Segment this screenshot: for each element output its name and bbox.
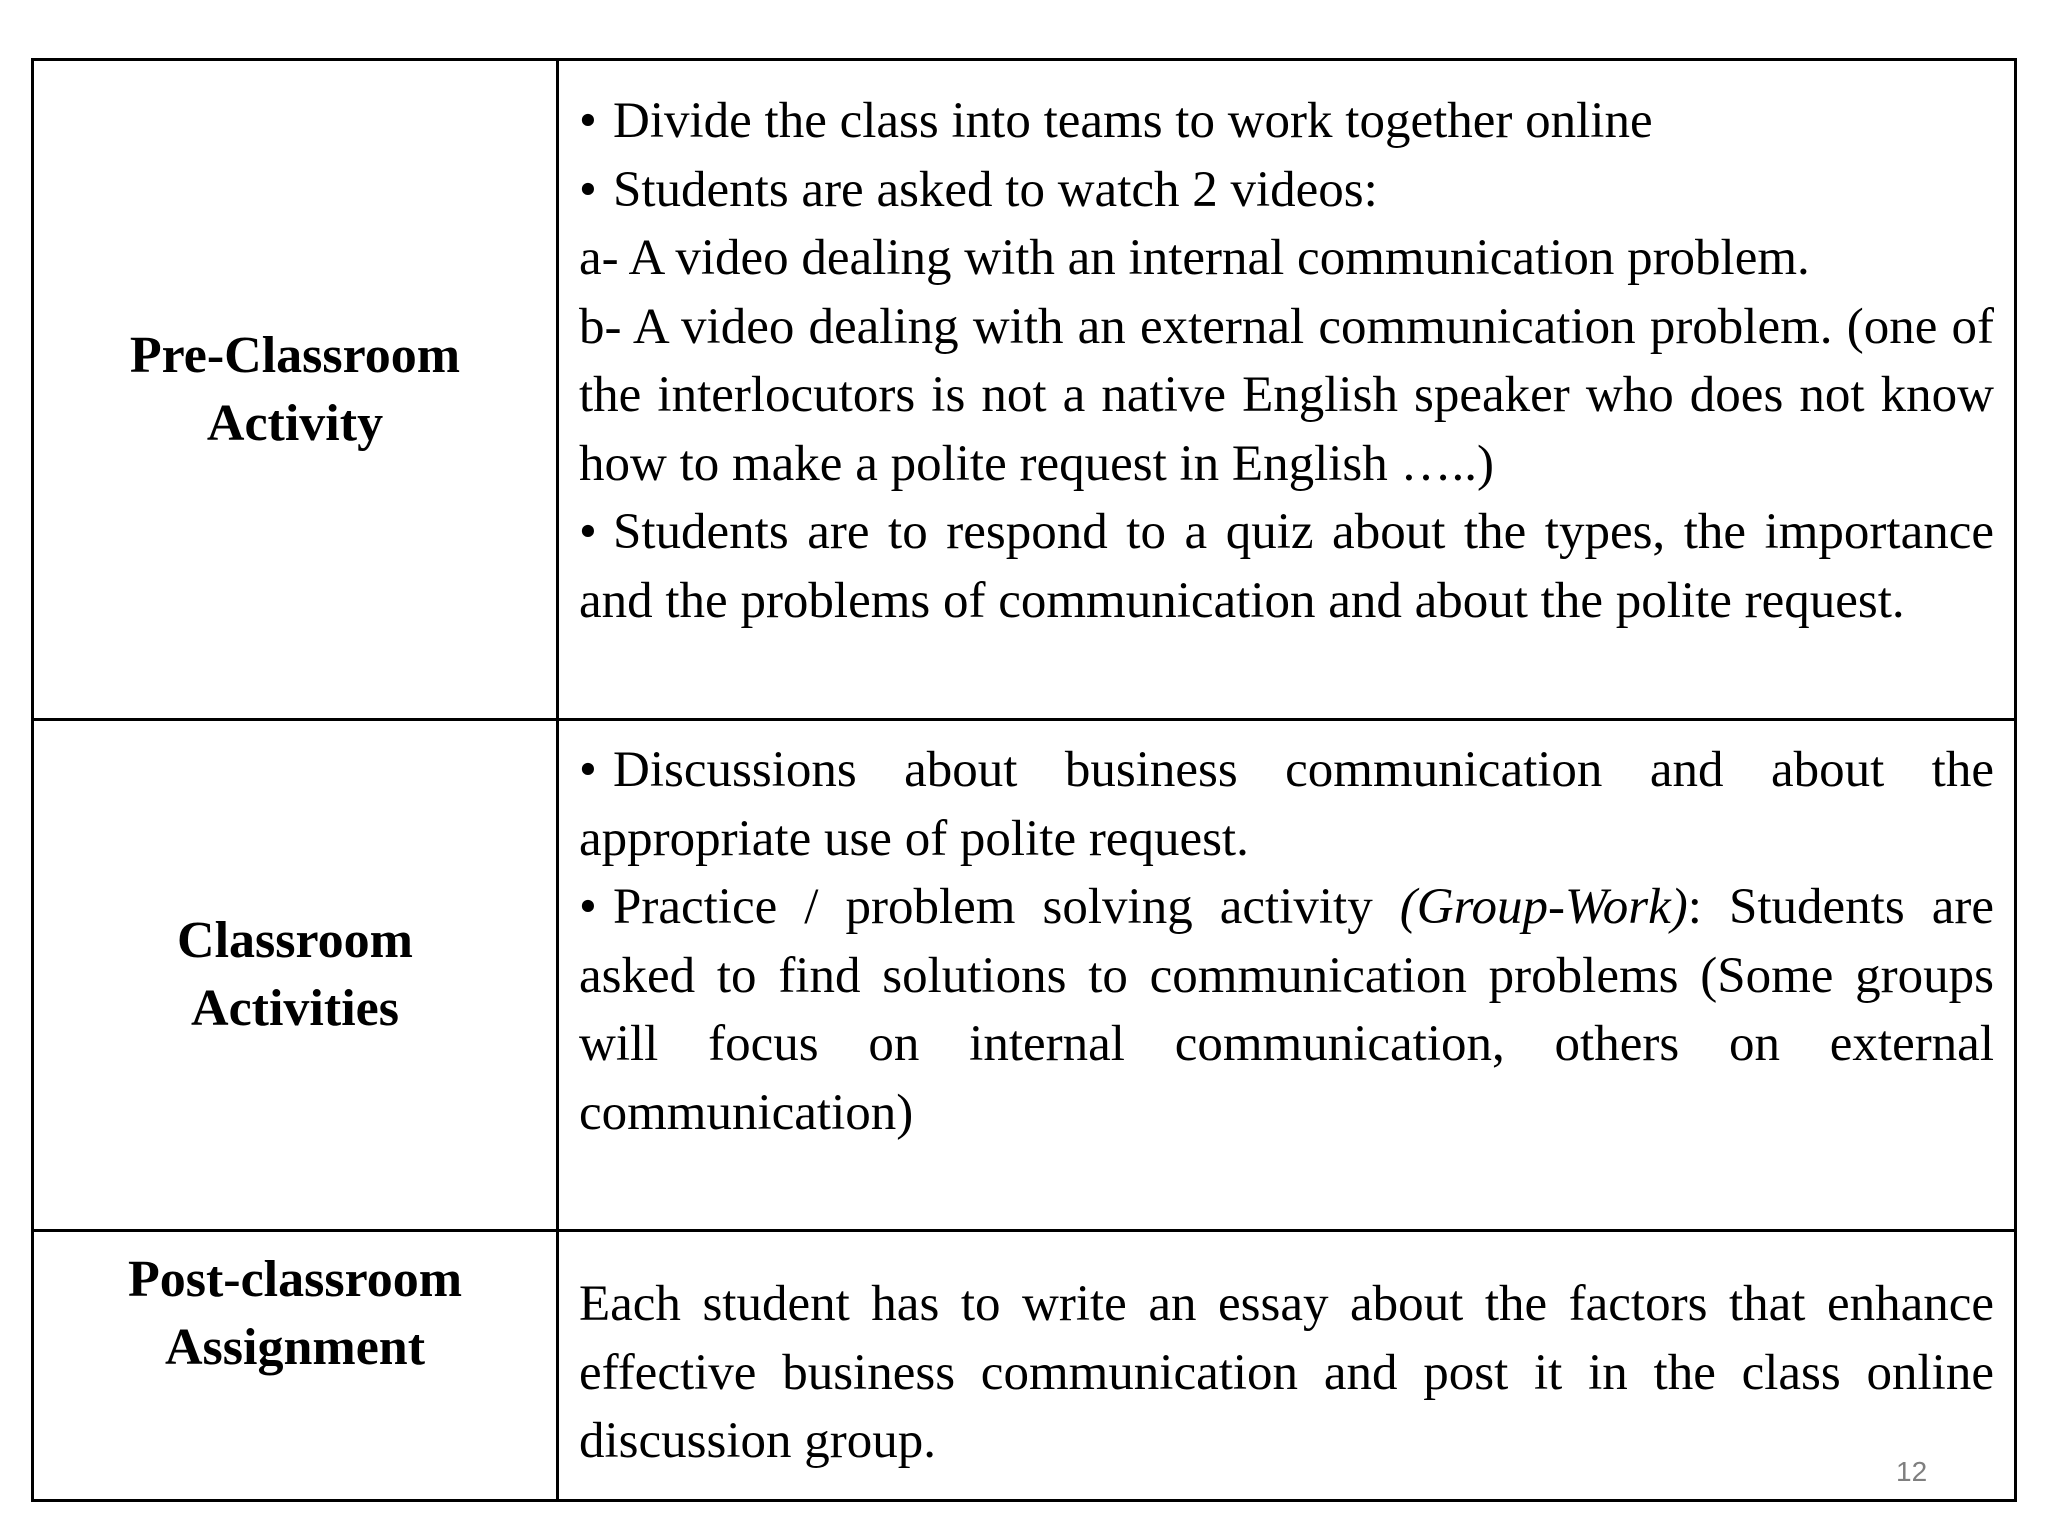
bullet-text: Practice / problem solving activity (613, 879, 1400, 935)
table-row (33, 1231, 2016, 1501)
bullet-text: Discussions about business communication and about the appropriate use of polite request. (579, 742, 1994, 867)
assignment-text: Each student has to write an essay about the factors that enhance effective business communication and post it in the class online discussion group. (579, 1276, 1994, 1469)
bullet-icon: • (579, 504, 597, 560)
bullet-item (579, 873, 1994, 1147)
sub-item-b: b- A video dealing with an external communication problem. (one of the interlocutors is not a native English speaker who does not know how to make a polite request in English …..) (579, 298, 1994, 492)
sub-item-a: a- A video dealing with an internal communication problem. (579, 230, 1810, 286)
page-number: 12 (1896, 1456, 1928, 1487)
table-row (33, 720, 2016, 1231)
bullet-item (579, 87, 1994, 156)
row-label-line: Activity (206, 394, 384, 452)
row-content-post-classroom (558, 1231, 2016, 1501)
bullet-text: : Students are asked to find solutions to communication problems (Some groups will focus on internal communication, others on external communication) (579, 879, 1994, 1141)
bullet-item (579, 498, 1994, 635)
row-label-line: Classroom (177, 912, 413, 969)
bullet-icon: • (579, 742, 597, 798)
bullet-icon: • (579, 161, 597, 218)
row-label-line: Post-classroom (127, 1251, 463, 1308)
bullet-text: Students are to respond to a quiz about the types, the importance and the problems of communication and about the polite request. (579, 504, 1994, 629)
bullet-item (579, 156, 1994, 225)
bullet-text: Divide the class into teams to work together online (613, 93, 1653, 149)
row-content-classroom (558, 720, 2016, 1231)
bullet-icon: • (579, 93, 597, 149)
row-label-line: Pre-Classroom (129, 326, 461, 384)
bullet-text-italic: (Group-Work) (1399, 879, 1688, 935)
row-label-line: Activities (191, 980, 399, 1037)
row-content-pre-classroom (558, 60, 2016, 720)
row-label-pre-classroom (33, 60, 558, 720)
bullet-text: Students are asked to watch 2 videos: (613, 161, 1378, 218)
activities-table (31, 58, 2017, 1502)
row-label-post-classroom (33, 1231, 558, 1501)
row-label-classroom (33, 720, 558, 1231)
table-row (33, 60, 2016, 720)
bullet-icon: • (579, 879, 597, 935)
bullet-item (579, 736, 1994, 873)
row-label-line: Assignment (164, 1319, 426, 1376)
